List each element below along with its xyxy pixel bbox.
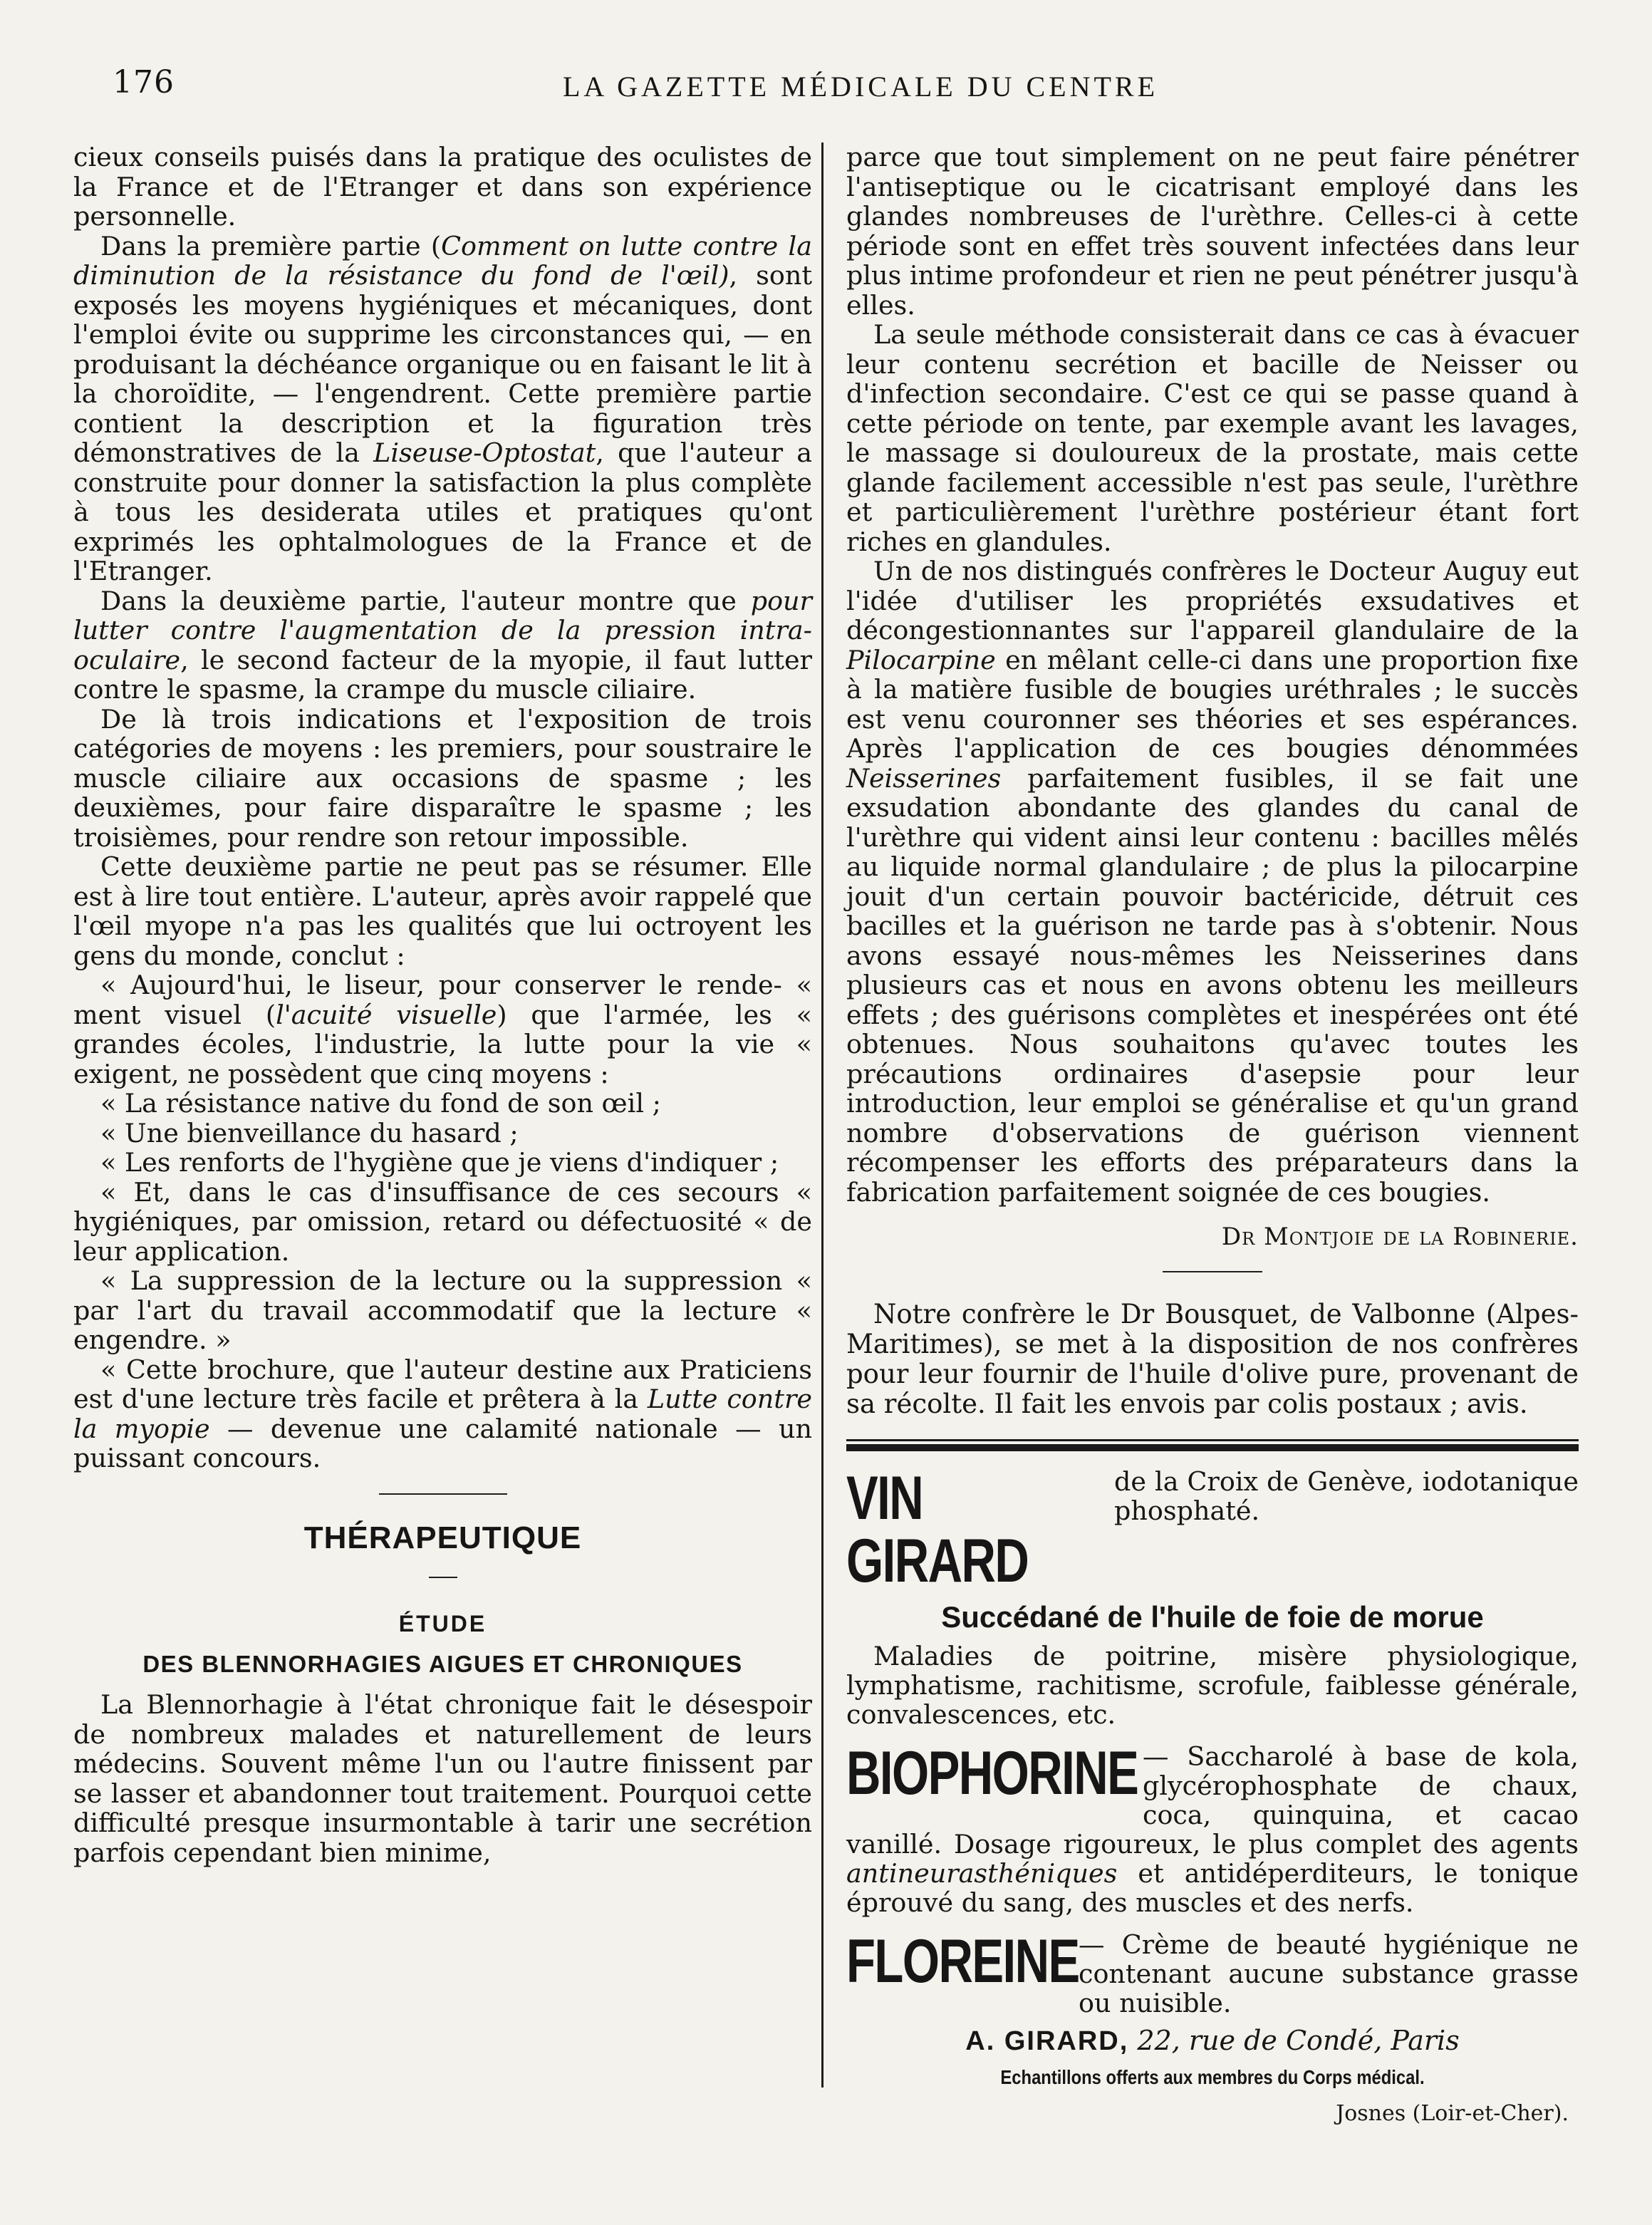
column-divider bbox=[821, 142, 824, 2087]
paragraph: Cette deuxième partie ne peut pas se résumer. Elle est à lire tout entière. L'auteur, après avoir rappelé que l'œil myope n'a pas les qualités que lui octroyent les gens du monde, conclut : bbox=[73, 851, 812, 971]
paragraph bbox=[73, 1355, 812, 1473]
text-run: , que l'auteur a construite pour donner la satisfaction la plus complète à tous les desiderata utiles et pratiques qu'ont exprimés les ophtalmologues de la France et de l'Etranger. bbox=[73, 437, 813, 586]
ad-vin-description: de la Croix de Genève, iodotanique phosphaté. bbox=[1114, 1466, 1579, 1526]
ad-address bbox=[846, 2026, 1579, 2057]
brand-vin-girard: VIN GIRARD bbox=[846, 1463, 1029, 1595]
advertiser-name: A. GIRARD, bbox=[965, 2026, 1129, 2056]
italic-product-name: Neisserines bbox=[846, 762, 1002, 794]
ad-rule-thick bbox=[846, 1444, 1579, 1451]
text-run: Dans la première partie ( bbox=[100, 230, 442, 261]
italic-drug-name: Pilocarpine bbox=[846, 644, 996, 675]
separator-rule bbox=[1163, 1271, 1262, 1272]
brand-biophorine: BIOPHORINE bbox=[846, 1739, 1138, 1808]
left-column bbox=[73, 142, 812, 1867]
italic-phrase: Lutte contre la myopie bbox=[73, 1384, 812, 1444]
title-dash bbox=[429, 1577, 457, 1578]
quote-paragraph: « La suppression de la lecture ou la suppression « par l'art du travail accommodatif que la lecture « engendre. » bbox=[73, 1265, 812, 1355]
text-run: et antidéperditeurs, le tonique éprouvé du sang, des muscles et des nerfs. bbox=[846, 1858, 1579, 1918]
text-run: — Saccharolé à base de kola, glycérophosphate de chaux, coca, quinquina, et cacao vanillé. Dosage rigoureux, le plus complet des agents bbox=[846, 1741, 1579, 1860]
quote-paragraph: « Les renforts de l'hygiène que je viens d'indiquer ; bbox=[100, 1147, 779, 1178]
ad-rule-thin bbox=[846, 1439, 1579, 1441]
section-rule bbox=[379, 1493, 507, 1495]
paragraph bbox=[73, 232, 812, 586]
page-header bbox=[107, 58, 1581, 110]
etude-label: ÉTUDE bbox=[398, 1611, 487, 1637]
paragraph: parce que tout simplement on ne peut faire pénétrer l'antiseptique ou le cicatrisant employé dans les glandes nombreuses de l'urèthre. Celles-ci à cette période sont en effet très souvent infectées dans leur plus intime profondeur et rien ne peut pénétrer jusqu'à elles. bbox=[846, 142, 1579, 321]
article-title: DES BLENNORHAGIES AIGUES ET CHRONIQUES bbox=[142, 1650, 743, 1677]
running-title: LA GAZETTE MÉDICALE DU CENTRE bbox=[563, 71, 1159, 103]
text-run: , le second facteur de la myopie, il faut lutter contre le spasme, la crampe du muscle ciliaire. bbox=[73, 644, 812, 705]
quote-paragraph: « Et, dans le cas d'insuffisance de ces secours « hygiéniques, par omission, retard ou défectuosité « de leur application. bbox=[73, 1176, 812, 1267]
advertiser-street: 22, rue de Condé, Paris bbox=[1137, 2025, 1460, 2056]
printer-imprint: Josnes (Loir-et-Cher). bbox=[1336, 2101, 1569, 2126]
ad-biophorine bbox=[846, 1739, 1579, 1918]
ad-subtitle: Succédané de l'huile de foie de morue bbox=[941, 1599, 1484, 1634]
ad-vin-girard bbox=[846, 1463, 1579, 1595]
italic-title: Comment on lutte contre la diminution de la résistance du fond de l'œil) bbox=[73, 230, 812, 291]
page-number: 176 bbox=[113, 64, 175, 100]
italic-phrase: l'acuité visuelle bbox=[276, 999, 497, 1030]
italic-phrase: pour lutter contre l'augmentation de la pression intra-oculaire bbox=[73, 585, 812, 675]
text-run: Dans la deuxième partie, l'auteur montre que bbox=[100, 585, 751, 616]
text-run: en mêlant celle-ci dans une proportion fixe à la matière fusible de bougies uréthrales ; le succès est venu couronner ses théories et ses espérances. Après l'application de ces bougies dénommées bbox=[846, 644, 1579, 764]
advertisement bbox=[846, 1439, 1579, 2129]
text-run: parfaitement fusibles, il se fait une exsudation abondante des glandes du canal de l'urèthre qui vident ainsi leur contenu : bacilles mêlés au liquide normal glandulaire ; de plus la pilocarpine jouit d'un certain pouvoir bactéricide, détruit ces bacilles et la guérison ne tarde pas à s'obtenir. Nous avons essayé nous-mêmes les Neisserines dans plusieurs cas et nous en avons obtenu les meilleurs effets ; des guérisons complètes et inespérées ont été obtenues. Nous souhaitons qu'avec toutes les précautions ordinaires d'asepsie pour leur introduction, leur emploi se généralise et qu'un grand nombre d'observations de guérison viennent récompenser les efforts des préparateurs dans la fabrication parfaitement soignée de ces bougies. bbox=[846, 762, 1579, 1208]
section-title: THÉRAPEUTIQUE bbox=[303, 1520, 582, 1555]
ad-samples-note: Echantillons offerts aux membres du Corps médical. bbox=[1000, 2065, 1425, 2088]
quote-paragraph bbox=[73, 970, 812, 1089]
quote-paragraph: « Une bienveillance du hasard ; bbox=[100, 1117, 519, 1148]
text-run: « Cette brochure, que l'auteur destine aux Praticiens est d'une lecture très facile et prêtera à la bbox=[73, 1354, 812, 1414]
ad-floreine bbox=[846, 1927, 1579, 2018]
italic-phrase: antineurasthéniques bbox=[846, 1858, 1118, 1889]
paragraph: cieux conseils puisés dans la pratique des oculistes de la France et de l'Etranger et dans son expérience personnelle. bbox=[73, 142, 812, 232]
paragraph: La seule méthode consisterait dans ce cas à évacuer leur contenu secrétion et bacille de Neisser ou d'infection secondaire. C'est ce qui se passe quand à cette période on tente, par exemple avant les lavages, le massage si douloureux de la prostate, mais cette glande facilement accessible n'est pas seule, l'urèthre et particulièrement l'urèthre postérieur étant fort riches en glandules. bbox=[846, 319, 1579, 557]
brand-floreine: FLOREINE bbox=[846, 1927, 1079, 1996]
ad-floreine-description: — Crème de beauté hygiénique ne contenant aucune substance grasse ou nuisible. bbox=[1079, 1929, 1579, 2018]
notice-paragraph: Notre confrère le Dr Bousquet, de Valbonne (Alpes-Maritimes), se met à la disposition de nos confrères pour leur fournir de l'huile d'olive pure, provenant de sa récolte. Il fait les envois par colis postaux ; avis. bbox=[846, 1298, 1579, 1419]
text-run: — devenue une calamité nationale — un puissant concours. bbox=[73, 1413, 812, 1473]
text-run: , sont exposés les moyens hygiéniques et mécaniques, dont l'emploi évite ou supprime les circonstances qui, — en produisant la déchéance organique ou en faisant le lit à la choroïdite, — l'engendrent. Cette première partie contient la description et la figuration très démonstratives de la bbox=[73, 260, 812, 468]
paragraph: La Blennorhagie à l'état chronique fait le désespoir de nombreux malades et naturellement de leurs médecins. Souvent même l'un ou l'autre finissent par se lasser et abandonner tout traitement. Pourquoi cette difficulté presque insurmontable à tarir une secrétion parfois cependant bien minime, bbox=[73, 1689, 812, 1868]
text-run: Un de nos distingués confrères le Docteur Auguy eut l'idée d'utiliser les propriétés exsudatives et décongestionnantes sur l'appareil glandulaire de la bbox=[846, 556, 1579, 645]
quote-paragraph: « La résistance native du fond de son œil ; bbox=[100, 1088, 661, 1119]
italic-device-name: Liseuse-Optostat bbox=[373, 437, 596, 468]
right-column bbox=[846, 142, 1579, 2129]
paragraph bbox=[846, 556, 1579, 1207]
ad-uses: Maladies de poitrine, misère physiologique, lymphatisme, rachitisme, scrofule, faiblesse générale, convalescences, etc. bbox=[846, 1641, 1579, 1730]
author-signature: Dr Montjoie de la Robinerie. bbox=[1221, 1223, 1579, 1251]
text-run: ) que l'armée, les « grandes écoles, l'industrie, la lutte pour la vie « exigent, ne possèdent que cinq moyens : bbox=[73, 999, 812, 1089]
paragraph: De là trois indications et l'exposition de trois catégories de moyens : les premiers, pour soustraire le muscle ciliaire aux occasions de spasme ; les deuxièmes, pour faire disparaître le spasme ; les troisièmes, pour rendre son retour impossible. bbox=[73, 703, 812, 853]
paragraph bbox=[73, 586, 812, 705]
text-run: « Aujourd'hui, le liseur, pour conserver le rende- « ment visuel ( bbox=[73, 970, 812, 1030]
